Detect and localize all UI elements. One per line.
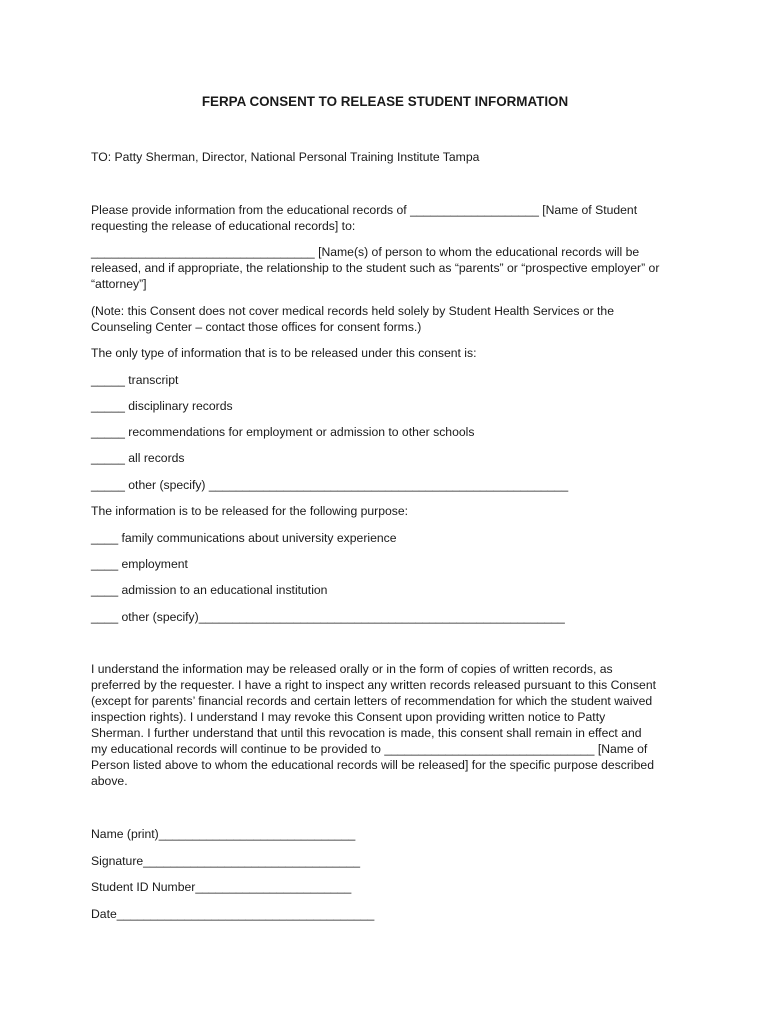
date-field: Date______________________________________: [91, 907, 375, 921]
recipient-line: TO: Patty Sherman, Director, National Personal Training Institute Tampa: [91, 150, 480, 164]
records-paragraph-line: Please provide information from the educational records of ___________________ [Name of Student: [91, 203, 638, 217]
understanding-line: (except for parents’ financial records and certain letters of recommendation for which the student waived: [91, 694, 653, 708]
purpose-option-employment: ____ employment: [91, 557, 188, 571]
understanding-line: I understand the information may be released orally or in the form of copies of written records, as: [91, 662, 613, 676]
person-paragraph-line: _________________________________ [Name(s) of person to whom the educational records will be: [91, 245, 640, 259]
person-paragraph-line: “attorney”]: [91, 277, 147, 291]
info-type-heading: The only type of information that is to be released under this consent is:: [91, 346, 477, 360]
records-paragraph-line: requesting the release of educational records] to:: [91, 219, 356, 233]
page-title: FERPA CONSENT TO RELEASE STUDENT INFORMATION: [201, 94, 569, 109]
purpose-option-family: ____ family communications about university experience: [91, 531, 397, 545]
student-id-field: Student ID Number_______________________: [91, 880, 352, 894]
signature-field: Signature________________________________: [91, 854, 361, 868]
info-type-option-disciplinary: _____ disciplinary records: [91, 399, 233, 413]
purpose-option-admission: ____ admission to an educational institution: [91, 583, 328, 597]
name-print-field: Name (print)_____________________________: [91, 827, 356, 841]
understanding-line: preferred by the requester. I have a right to inspect any written records released pursuant to this Consent: [91, 678, 656, 692]
person-paragraph-line: released, and if appropriate, the relationship to the student such as “parents” or “prospective employer” or: [91, 261, 660, 275]
info-type-option-other: _____ other (specify) _____________________________________________________: [91, 478, 569, 492]
note-line: Counseling Center – contact those offices for consent forms.): [91, 320, 422, 334]
purpose-heading: The information is to be released for the following purpose:: [91, 504, 409, 518]
note-line: (Note: this Consent does not cover medical records held solely by Student Health Services or the: [91, 304, 614, 318]
info-type-option-all-records: _____ all records: [91, 451, 185, 465]
understanding-line: inspection rights). I understand I may revoke this Consent upon providing written notice to Patty: [91, 710, 606, 724]
understanding-line: above.: [91, 774, 128, 788]
understanding-line: Sherman. I further understand that until this revocation is made, this consent shall remain in effect and: [91, 726, 642, 740]
info-type-option-recommendations: _____ recommendations for employment or admission to other schools: [91, 425, 475, 439]
understanding-line: my educational records will continue to be provided to _______________________________ [Name of: [91, 742, 648, 756]
understanding-line: Person listed above to whom the educational records will be released] for the specific purpose described: [91, 758, 654, 772]
info-type-option-transcript: _____ transcript: [91, 373, 179, 387]
purpose-option-other: ____ other (specify)______________________________________________________: [91, 610, 565, 624]
